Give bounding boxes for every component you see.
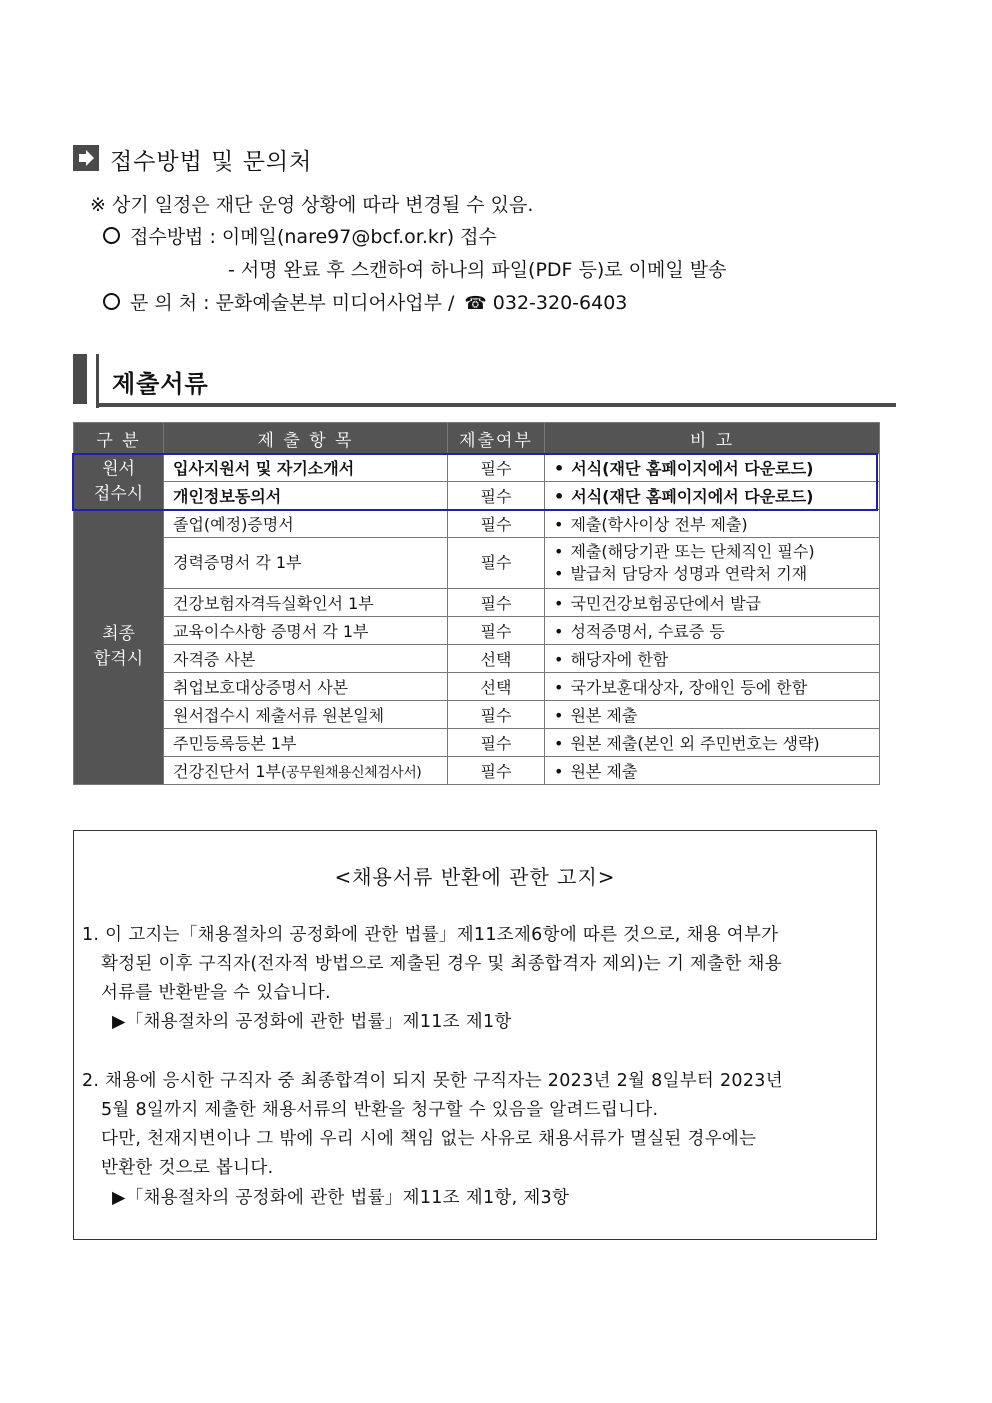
table-header-row: [74, 423, 880, 454]
arrow-right-icon: [73, 145, 99, 171]
notice-p1-line1: 1. 이 고지는「채용절차의 공정화에 관한 법률」제11조제6항에 따른 것으로, 채용 여부가: [82, 925, 779, 945]
table-row: [74, 645, 880, 673]
table-row: [74, 538, 880, 589]
notice-title: <채용서류 반환에 관한 고지>: [334, 865, 616, 889]
required-cell: 필수: [448, 510, 545, 538]
header-item: 제 출 항 목: [164, 423, 448, 454]
section-divider-horizontal: [96, 403, 896, 407]
required-cell: 필수: [448, 482, 545, 510]
remarks-cell: • 제출(학사이상 전부 제출): [545, 510, 880, 538]
item-cell: 자격증 사본: [164, 645, 448, 673]
schedule-note: ※ 상기 일정은 재단 운영 상황에 따라 변경될 수 있음.: [90, 194, 534, 216]
item-cell: 졸업(예정)증명서: [164, 510, 448, 538]
notice-p1-line2: 확정된 이후 구직자(전자적 방법으로 제출된 경우 및 최종합격자 제외)는 기 제출한 채용: [101, 954, 782, 974]
section-divider-vertical: [96, 354, 99, 408]
table-row: [74, 617, 880, 645]
item-cell: 개인정보동의서: [164, 482, 448, 510]
notice-p2-line1: 2. 채용에 응시한 구직자 중 최종합격이 되지 못한 구직자는 2023년 2월 8일부터 2023년: [82, 1071, 783, 1091]
circle-bullet-icon: [103, 227, 120, 244]
item-cell: 원서접수시 제출서류 원본일체: [164, 701, 448, 729]
remarks-cell: • 성적증명서, 수료증 등: [545, 617, 880, 645]
required-cell: 필수: [448, 454, 545, 482]
remarks-cell: • 국가보훈대상자, 장애인 등에 한함: [545, 673, 880, 701]
required-cell: 필수: [448, 617, 545, 645]
contact-row: [103, 288, 627, 315]
contact-value: 문화예술본부 미디어사업부 /: [215, 292, 455, 314]
notice-p2-line4: 반환한 것으로 봅니다.: [101, 1158, 274, 1178]
remarks-cell: • 제출(해당기관 또는 단체직인 필수) • 발급처 담당자 성명과 연락처 기재: [545, 538, 880, 589]
remarks-cell: • 해당자에 한함: [545, 645, 880, 673]
section-title-documents: 제출서류: [112, 370, 209, 398]
item-cell: 경력증명서 각 1부: [164, 538, 448, 589]
group-label-final: 최종 합격시: [74, 510, 164, 785]
table-row: [74, 454, 880, 482]
item-cell: 건강보험자격득실확인서 1부: [164, 589, 448, 617]
contact-label: 문 의 처 :: [130, 292, 210, 314]
return-notice-box: [73, 830, 877, 1240]
required-cell: 필수: [448, 701, 545, 729]
table-row: [74, 482, 880, 510]
notice-p1-line3: 서류를 반환받을 수 있습니다.: [101, 983, 331, 1003]
table-row: [74, 673, 880, 701]
remarks-cell: • 원본 제출: [545, 701, 880, 729]
header-remarks: 비 고: [545, 423, 880, 454]
contact-phone: 032-320-6403: [492, 292, 628, 314]
item-cell: 취업보호대상증명서 사본: [164, 673, 448, 701]
header-required: 제출여부: [448, 423, 545, 454]
notice-p2-line3: 다만, 천재지변이나 그 밖에 우리 시에 책임 없는 사유로 채용서류가 멸실된 경우에는: [101, 1129, 757, 1149]
item-cell: 건강진단서 1부(공무원채용신체검사서): [164, 757, 448, 785]
table-row: [74, 701, 880, 729]
phone-icon: ☎: [464, 293, 487, 314]
remarks-cell: • 원본 제출(본인 외 주민번호는 생략): [545, 729, 880, 757]
section-title-submission: 접수방법 및 문의처: [110, 149, 313, 175]
header-category: 구 분: [74, 423, 164, 454]
remarks-cell: • 서식(재단 홈페이지에서 다운로드): [545, 482, 880, 510]
item-cell: 입사지원서 및 자기소개서: [164, 454, 448, 482]
method-label: 접수방법 :: [130, 226, 216, 248]
table-row: [74, 510, 880, 538]
method-value: 이메일(nare97@bcf.or.kr) 접수: [221, 226, 497, 248]
group-label-application: 원서 접수시: [74, 454, 164, 510]
required-cell: 선택: [448, 645, 545, 673]
required-cell: 필수: [448, 589, 545, 617]
required-cell: 선택: [448, 673, 545, 701]
required-cell: 필수: [448, 538, 545, 589]
required-cell: 필수: [448, 757, 545, 785]
remarks-cell: • 서식(재단 홈페이지에서 다운로드): [545, 454, 880, 482]
item-cell: 교육이수사항 증명서 각 1부: [164, 617, 448, 645]
table-row: [74, 589, 880, 617]
notice-p1-reference: ▶「채용절차의 공정화에 관한 법률」제11조 제1항: [112, 1012, 512, 1032]
documents-table: [73, 422, 880, 785]
remarks-cell: • 국민건강보험공단에서 발급: [545, 589, 880, 617]
required-cell: 필수: [448, 729, 545, 757]
circle-bullet-icon: [103, 293, 120, 310]
item-cell: 주민등록등본 1부: [164, 729, 448, 757]
remarks-cell: • 원본 제출: [545, 757, 880, 785]
table-row: [74, 757, 880, 785]
table-row: [74, 729, 880, 757]
notice-p2-reference: ▶「채용절차의 공정화에 관한 법률」제11조 제1항, 제3항: [112, 1188, 570, 1208]
method-sub-note: - 서명 완료 후 스캔하여 하나의 파일(PDF 등)로 이메일 발송: [228, 259, 727, 281]
submission-method-row: [103, 222, 497, 249]
section-marker-bar: [73, 354, 87, 404]
notice-p2-line2: 5월 8일까지 제출한 채용서류의 반환을 청구할 수 있음을 알려드립니다.: [101, 1100, 659, 1120]
